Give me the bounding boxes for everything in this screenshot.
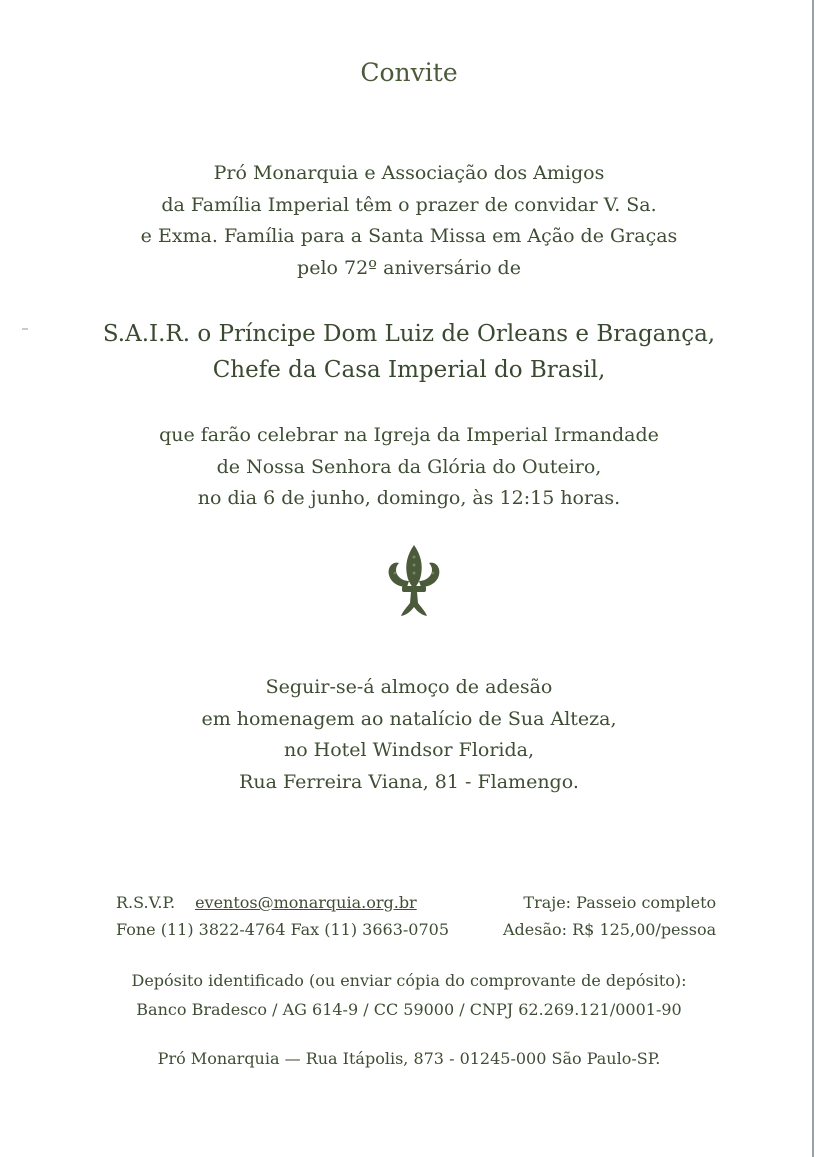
honoree-paragraph: [0, 316, 818, 388]
ceremony-paragraph: [0, 420, 818, 515]
intro-line: da Família Imperial têm o prazer de convidar V. Sa.: [161, 193, 657, 216]
email-link[interactable]: eventos@monarquia.org.br: [195, 893, 417, 912]
lunch-line: em homenagem ao natalício de Sua Alteza,: [201, 707, 617, 730]
contact-block: [116, 889, 449, 943]
intro-line: pelo 72º aniversário de: [297, 256, 521, 279]
dress-code: Traje: Passeio completo: [523, 893, 717, 912]
ceremony-line: no dia 6 de junho, domingo, às 12:15 horas.: [197, 487, 621, 509]
ceremony-line: de Nossa Senhora da Glória do Outeiro,: [216, 455, 602, 478]
invitation-title: Convite: [360, 58, 458, 87]
fleur-de-lis-icon: [385, 543, 443, 619]
intro-line: Pró Monarquia e Associação dos Amigos: [213, 162, 605, 184]
intro-paragraph: [0, 158, 818, 284]
participation-fee: Adesão: R$ 125,00/pessoa: [503, 920, 717, 939]
lunch-line: Seguir-se-á almoço de adesão: [265, 676, 553, 698]
rsvp-label: R.S.V.P.: [116, 893, 176, 912]
honoree-name: S.A.I.R. o Príncipe Dom Luiz de Orleans e Bragança,: [102, 321, 716, 347]
bank-details: Banco Bradesco / AG 614-9 / CC 59000 / CNPJ 62.269.121/0001-90: [136, 1000, 682, 1019]
deposit-paragraph: [0, 966, 818, 1024]
details-block: [503, 889, 716, 943]
lunch-paragraph: [0, 672, 818, 798]
deposit-line: Depósito identificado (ou enviar cópia do comprovante de depósito):: [131, 971, 687, 990]
ceremony-line: que farão celebrar na Igreja da Imperial Irmandade: [159, 424, 659, 446]
footer-address: Pró Monarquia — Rua Itápolis, 873 - 01245-000 São Paulo-SP.: [157, 1049, 661, 1068]
phone-numbers: Fone (11) 3822-4764 Fax (11) 3663-0705: [116, 920, 450, 939]
honoree-title: Chefe da Casa Imperial do Brasil,: [212, 357, 606, 383]
lunch-line: Rua Ferreira Viana, 81 - Flamengo.: [239, 770, 579, 793]
lunch-line: no Hotel Windsor Florida,: [283, 739, 535, 761]
intro-line: e Exma. Família para a Santa Missa em Ação de Graças: [140, 225, 678, 247]
